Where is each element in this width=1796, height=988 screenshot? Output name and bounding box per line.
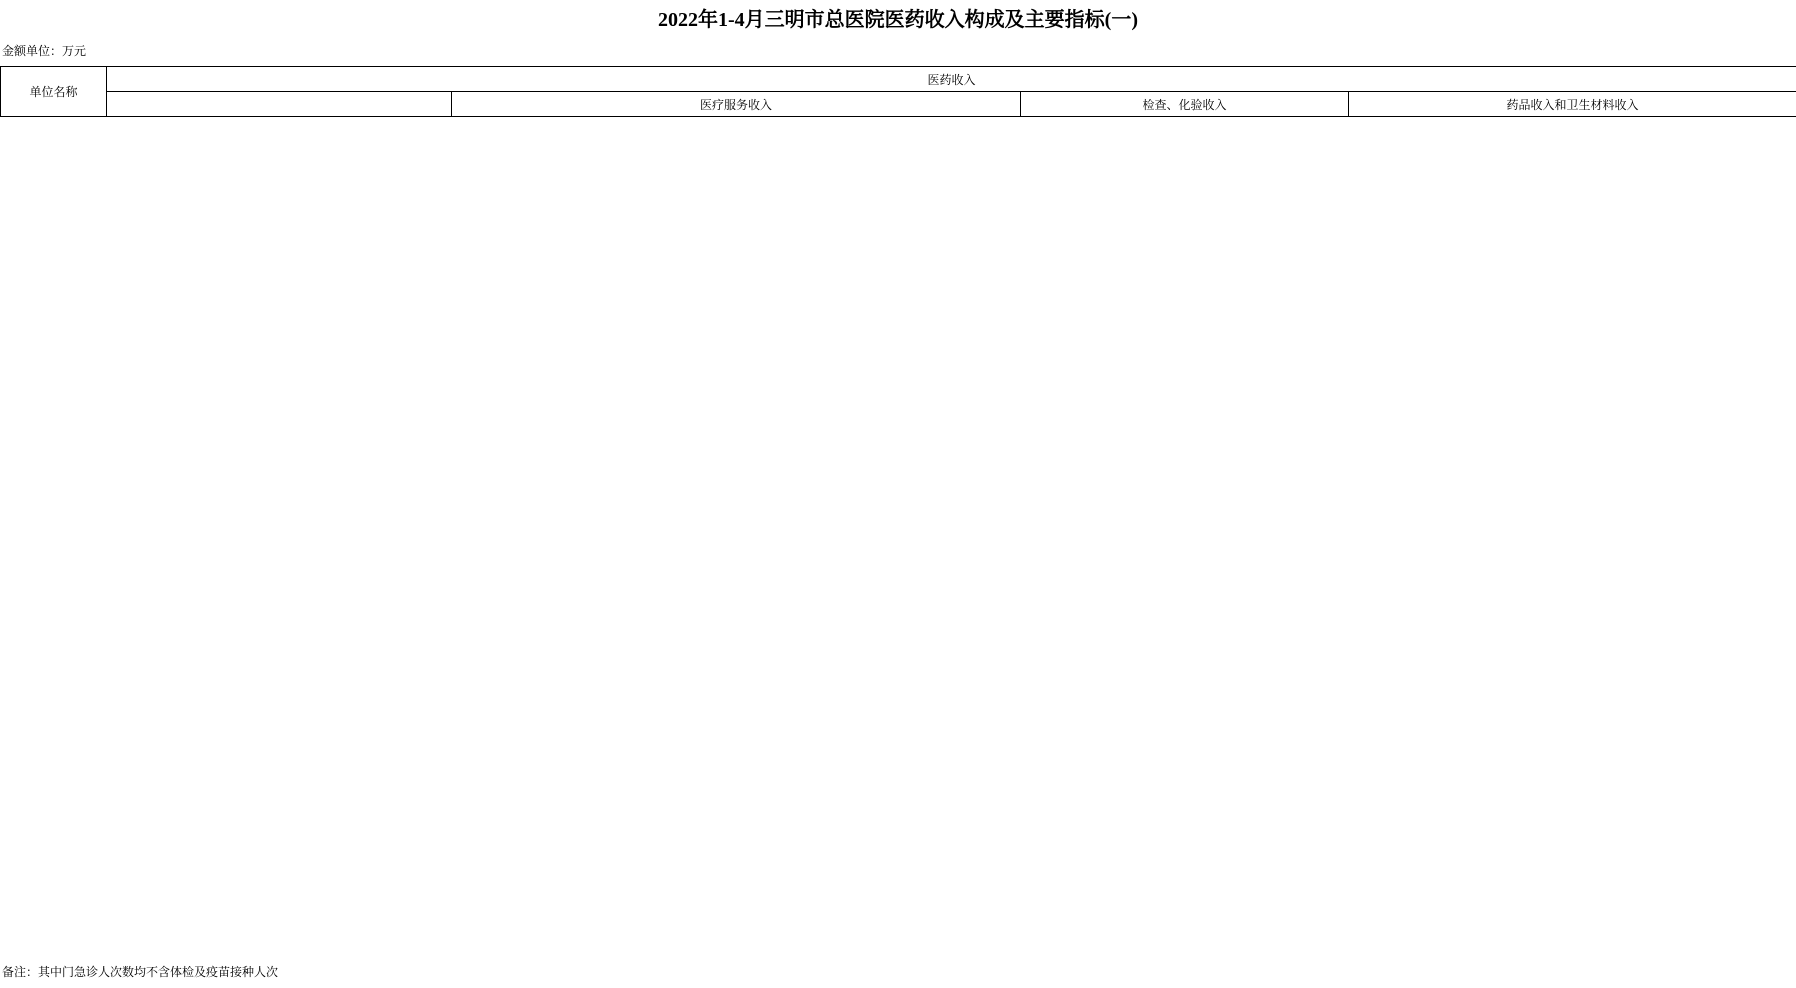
- unit-name-header: 单位名称: [1, 67, 107, 117]
- header-row-1: [1, 67, 1796, 92]
- footnote: 备注：其中门急诊人次数均不含体检及疫苗接种人次: [2, 965, 279, 979]
- exam-income-header: 检查、化验收入: [1021, 92, 1349, 117]
- total-group-header: [107, 92, 452, 117]
- service-income-header: 医疗服务收入: [452, 92, 1021, 117]
- header-table: [0, 66, 1796, 117]
- drug-material-income-header: 药品收入和卫生材料收入: [1349, 92, 1796, 117]
- report-title: 2022年1-4月三明市总医院医药收入构成及主要指标(一): [658, 9, 1138, 31]
- medical-income-header: 医药收入: [107, 67, 1796, 92]
- unit-label: 金额单位：万元: [2, 44, 87, 58]
- header-row-2: [1, 92, 1796, 117]
